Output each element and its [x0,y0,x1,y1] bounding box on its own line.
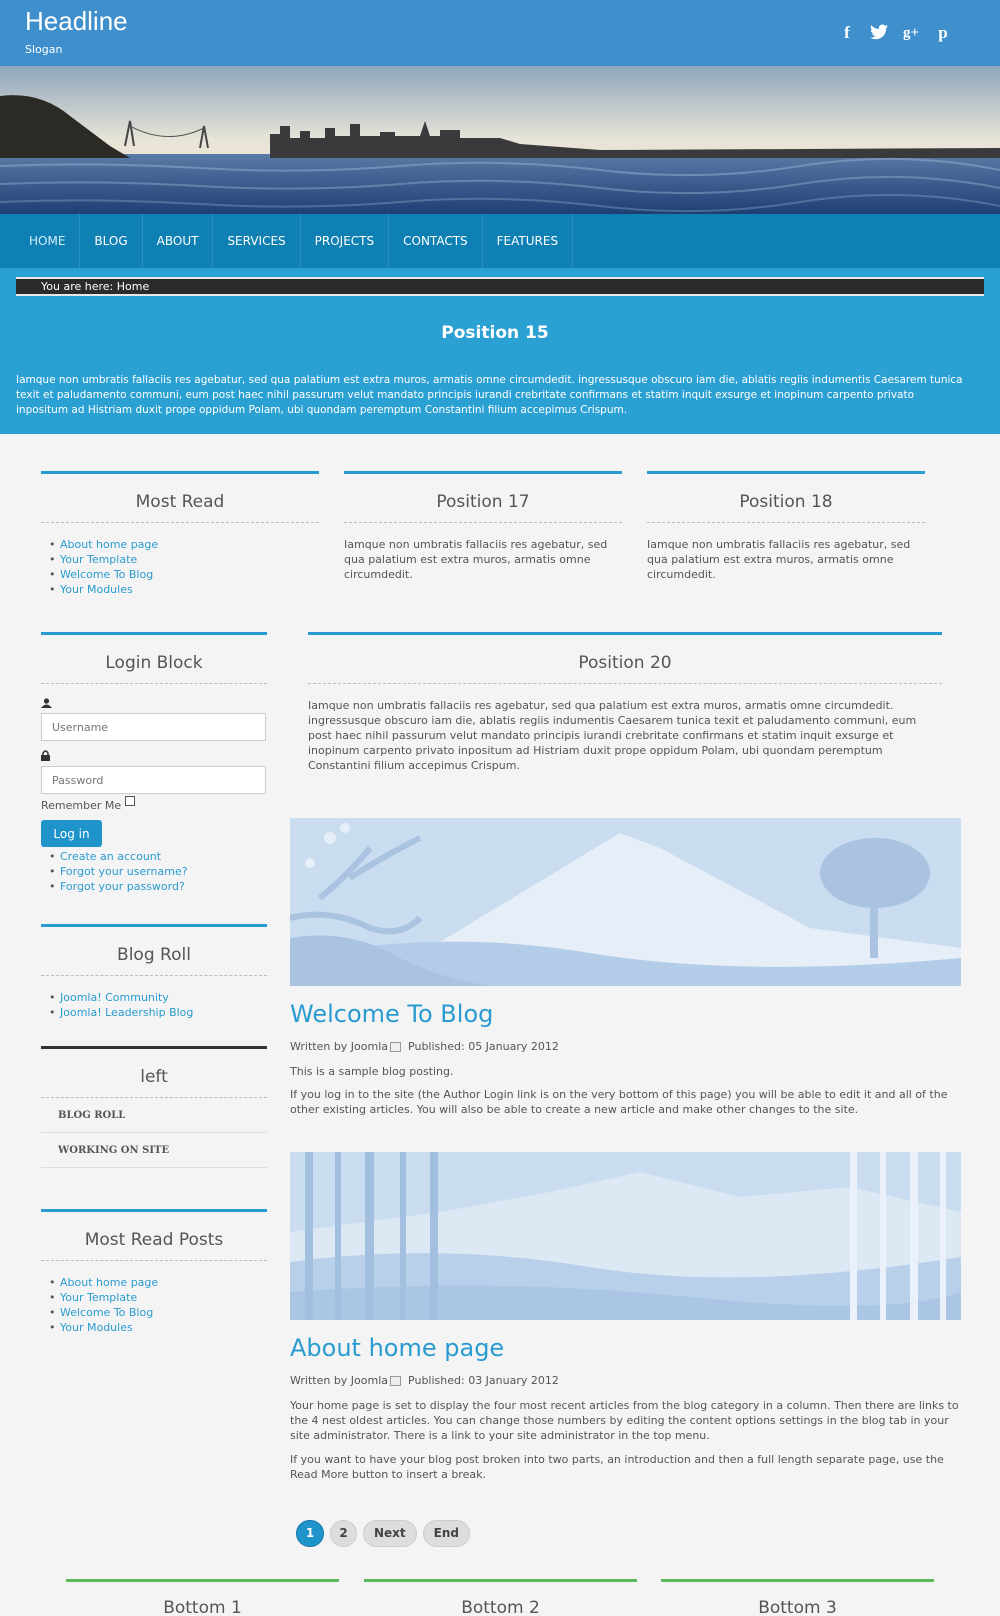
divider [308,683,942,684]
article-paragraph: Your home page is set to display the four most recent articles from the blog category in a column. Then there are links to the 4 nest oldest articles. You can change those numbers by editing the content options settings in the blog tab in your site administrator. There is a link to your site administrator in the top menu. [290,1399,959,1442]
module-title: Position 17 [436,492,530,512]
list-link[interactable]: Your Modules [60,1321,133,1334]
remember-me-row [41,799,267,812]
left-menu-module [41,1046,267,1168]
divider [41,522,319,523]
list-link[interactable]: Joomla! Community [60,991,169,1004]
page-1-button[interactable]: 1 [296,1520,324,1547]
list-item[interactable] [41,849,267,864]
position-15-text: Iamque non umbratis fallaciis res agebatur, sed qua palatium est extra muros, armatis omne circumdedit. ingressusque obscuro iam die, ablatis regiis indumentis Caesarem tunica texit et paludamento communi, eum post haec nihil passurum velut mandato principis iurandi crebritate confirmans et statim inquit exsurge et inopinum carpento privato inpositum ad Histriam duxit prope oppidum Polam, ubi quondam peremptum Constantini filium accepimus Crispum. [16,374,963,416]
list-link[interactable]: Welcome To Blog [60,568,154,581]
pagination [296,1520,470,1547]
divider [41,683,267,684]
article-published: Published: 05 January 2012 [408,1040,559,1053]
create-account-link[interactable]: Create an account [60,850,162,863]
end-page-button[interactable]: End [423,1520,470,1547]
nav-item-about[interactable]: ABOUT [143,214,214,268]
remember-me-checkbox[interactable] [125,796,135,806]
calendar-icon [390,1042,401,1052]
module-title: Bottom 3 [758,1598,837,1616]
username-input[interactable] [41,713,266,741]
article-image-mountain [290,818,961,986]
module-title: Position 20 [578,653,672,673]
facebook-icon[interactable]: f [844,23,850,42]
list-item[interactable] [41,537,319,552]
divider [41,1260,267,1261]
list-link[interactable]: Your Modules [60,583,133,596]
list-item[interactable] [41,879,267,894]
nav-item-features[interactable]: FEATURES [483,214,573,268]
calendar-icon [390,1376,401,1386]
google-plus-icon[interactable]: g+ [902,25,920,41]
bottom-1-module [66,1579,339,1616]
lock-icon [41,750,267,764]
module-title: Bottom 2 [461,1598,540,1616]
position-17-module [344,471,622,582]
list-link[interactable]: Your Template [60,553,138,566]
module-title: Position 18 [739,492,833,512]
site-title[interactable]: Headline [25,6,128,36]
article-title[interactable]: About home page [290,1334,505,1362]
user-icon [41,698,267,711]
list-item[interactable] [41,567,319,582]
most-read-posts-list [41,1275,267,1335]
pinterest-icon[interactable]: p [938,23,948,42]
nav-item-projects[interactable]: PROJECTS [301,214,389,268]
blog-roll-list [41,990,267,1020]
most-read-module [41,471,319,597]
article-image-bamboo [290,1152,961,1320]
article-paragraph: If you want to have your blog post broken into two parts, an introduction and then a full length separate page, use the Read More button to insert a break. [290,1453,944,1481]
list-item[interactable] [41,1305,267,1320]
module-text: Iamque non umbratis fallaciis res agebatur, sed qua palatium est extra muros, armatis omne circumdedit. [647,538,911,581]
next-page-button[interactable]: Next [363,1520,417,1547]
list-item[interactable] [41,582,319,597]
list-item[interactable] [41,1320,267,1335]
nav-item-services[interactable]: SERVICES [213,214,300,268]
login-button[interactable]: Log in [41,820,102,847]
list-item[interactable] [41,1005,267,1020]
list-item[interactable] [41,552,319,567]
page-2-button[interactable]: 2 [330,1520,357,1547]
position-15-title: Position 15 [441,323,549,343]
remember-me-label: Remember Me [41,799,122,812]
article-author: Written by Joomla [290,1374,389,1387]
module-title: Bottom 1 [163,1598,242,1616]
list-link[interactable]: Welcome To Blog [60,1306,154,1319]
bottom-3-module [661,1579,934,1616]
blog-roll-module [41,924,267,1020]
password-input[interactable] [41,766,266,794]
site-header [0,0,1000,66]
twitter-icon[interactable] [870,24,888,42]
position-20-module [308,632,942,773]
list-item[interactable] [41,990,267,1005]
top-position-area [0,268,1000,434]
nav-item-blog[interactable]: BLOG [80,214,142,268]
header-banner-image [0,66,1000,214]
module-title: Blog Roll [117,945,191,965]
module-text: Iamque non umbratis fallaciis res agebatur, sed qua palatium est extra muros, armatis omne circumdedit. [344,538,608,581]
bottom-2-module [364,1579,637,1616]
forgot-username-link[interactable]: Forgot your username? [60,865,188,878]
position-18-module [647,471,925,582]
nav-item-contacts[interactable]: CONTACTS [389,214,483,268]
menu-item-working-on-site[interactable]: WORKING ON SITE [41,1133,267,1168]
article-author: Written by Joomla [290,1040,389,1053]
social-links [838,24,952,42]
article-paragraph: This is a sample blog posting. [290,1065,454,1078]
list-link[interactable]: Joomla! Leadership Blog [60,1006,194,1019]
article-meta [290,1040,559,1053]
divider [647,522,925,523]
module-title: Login Block [105,653,203,673]
nav-item-home[interactable]: HOME [15,214,80,268]
divider [41,975,267,976]
site-slogan: Slogan [25,43,63,56]
login-links [41,849,267,894]
module-title: Most Read [135,492,225,512]
article-title[interactable]: Welcome To Blog [290,1000,494,1028]
breadcrumb: You are here: Home [16,277,984,296]
list-item[interactable] [41,1275,267,1290]
divider [344,522,622,523]
list-item[interactable] [41,1290,267,1305]
module-title: left [140,1067,168,1087]
article-published: Published: 03 January 2012 [408,1374,559,1387]
module-text: Iamque non umbratis fallaciis res agebatur, sed qua palatium est extra muros, armatis omne circumdedit. ingressusque obscuro iam die, ablatis regiis indumentis Caesarem tunica texit et paludamento communi, eum post haec nihil passurum velut mandato principis iurandi crebritate confirmans et statim inquit exsurge et inopinum carpento privato inpositum ad Histriam duxit prope oppidum Polam, ubi quondam peremptum Constantini filium accepimus Crispum. [308,699,917,772]
main-navigation [0,214,1000,268]
login-module [41,632,267,894]
article-paragraph: If you log in to the site (the Author Login link is on the very bottom of this page) you will be able to edit it and all of the other existing articles. You will also be able to create a new article and make other changes to the site. [290,1088,948,1116]
list-link[interactable]: About home page [60,1276,159,1289]
list-item[interactable] [41,864,267,879]
module-title: Most Read Posts [84,1230,224,1250]
most-read-posts-module [41,1209,267,1335]
menu-item-blog-roll[interactable]: BLOG ROLL [41,1098,267,1133]
most-read-list [41,537,319,597]
list-link[interactable]: About home page [60,538,159,551]
article-meta [290,1374,559,1387]
forgot-password-link[interactable]: Forgot your password? [60,880,185,893]
list-link[interactable]: Your Template [60,1291,138,1304]
